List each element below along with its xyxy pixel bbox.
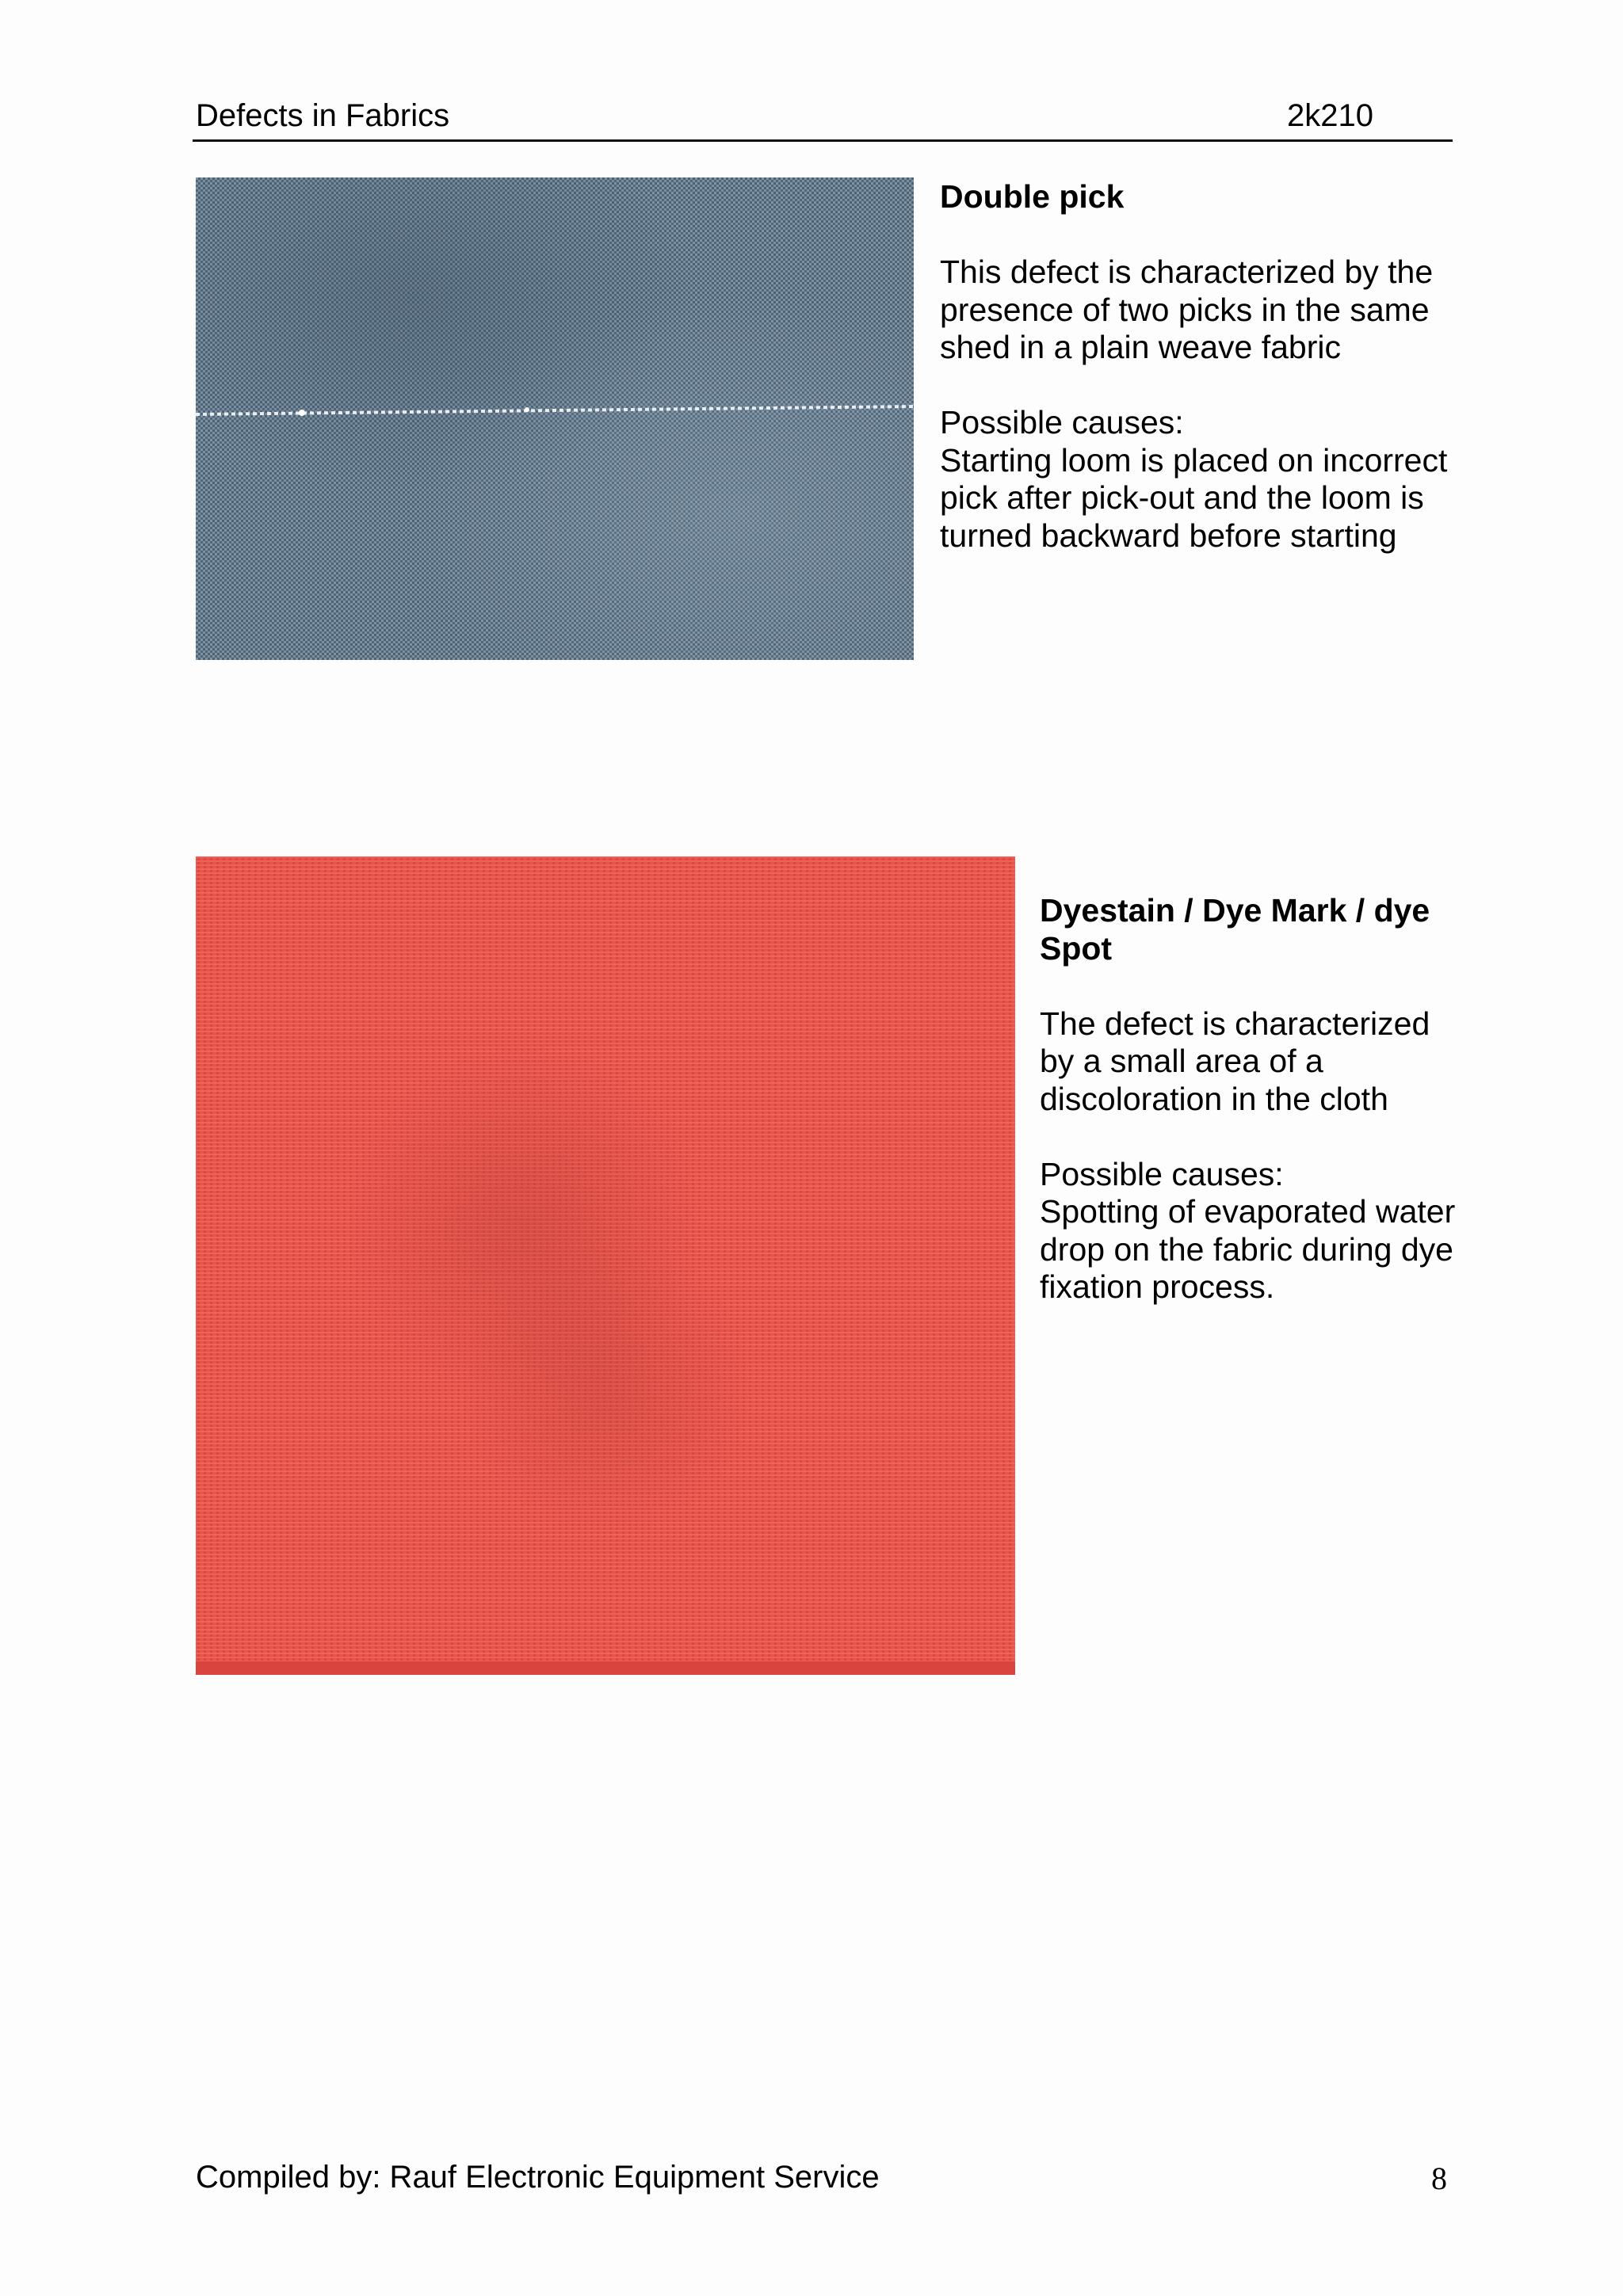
defect-description: The defect is characterized by a small area of a discoloration in the cloth (1040, 1005, 1430, 1117)
causes-block (1040, 1156, 1468, 1306)
dye-spot-description (1040, 892, 1468, 1306)
document-title: Defects in Fabrics (196, 98, 450, 133)
defect-title: Dyestain / Dye Mark / dye Spot (1040, 892, 1430, 967)
footer-compiled-by: Compiled by: Rauf Electronic Equipment Service (196, 2160, 880, 2195)
causes-text: Spotting of evaporated water drop on the fabric during dye fixation process. (1040, 1193, 1456, 1305)
page-number: 8 (1431, 2161, 1447, 2196)
page-header (193, 93, 1453, 142)
defect-description: This defect is characterized by the presence of two picks in the same shed in a plain weave fabric (940, 254, 1434, 365)
document-code: 2k210 (1287, 98, 1373, 133)
causes-label: Possible causes: (940, 404, 1184, 441)
double-pick-fabric-image (196, 177, 914, 660)
double-pick-description (940, 178, 1463, 555)
defect-title: Double pick (940, 178, 1125, 215)
dye-spot-fabric-image (196, 856, 1015, 1675)
causes-text: Starting loom is placed on incorrect pick after pick-out and the loom is turned backward before starting (940, 441, 1448, 554)
causes-block (940, 404, 1463, 555)
causes-label: Possible causes: (1040, 1155, 1284, 1192)
